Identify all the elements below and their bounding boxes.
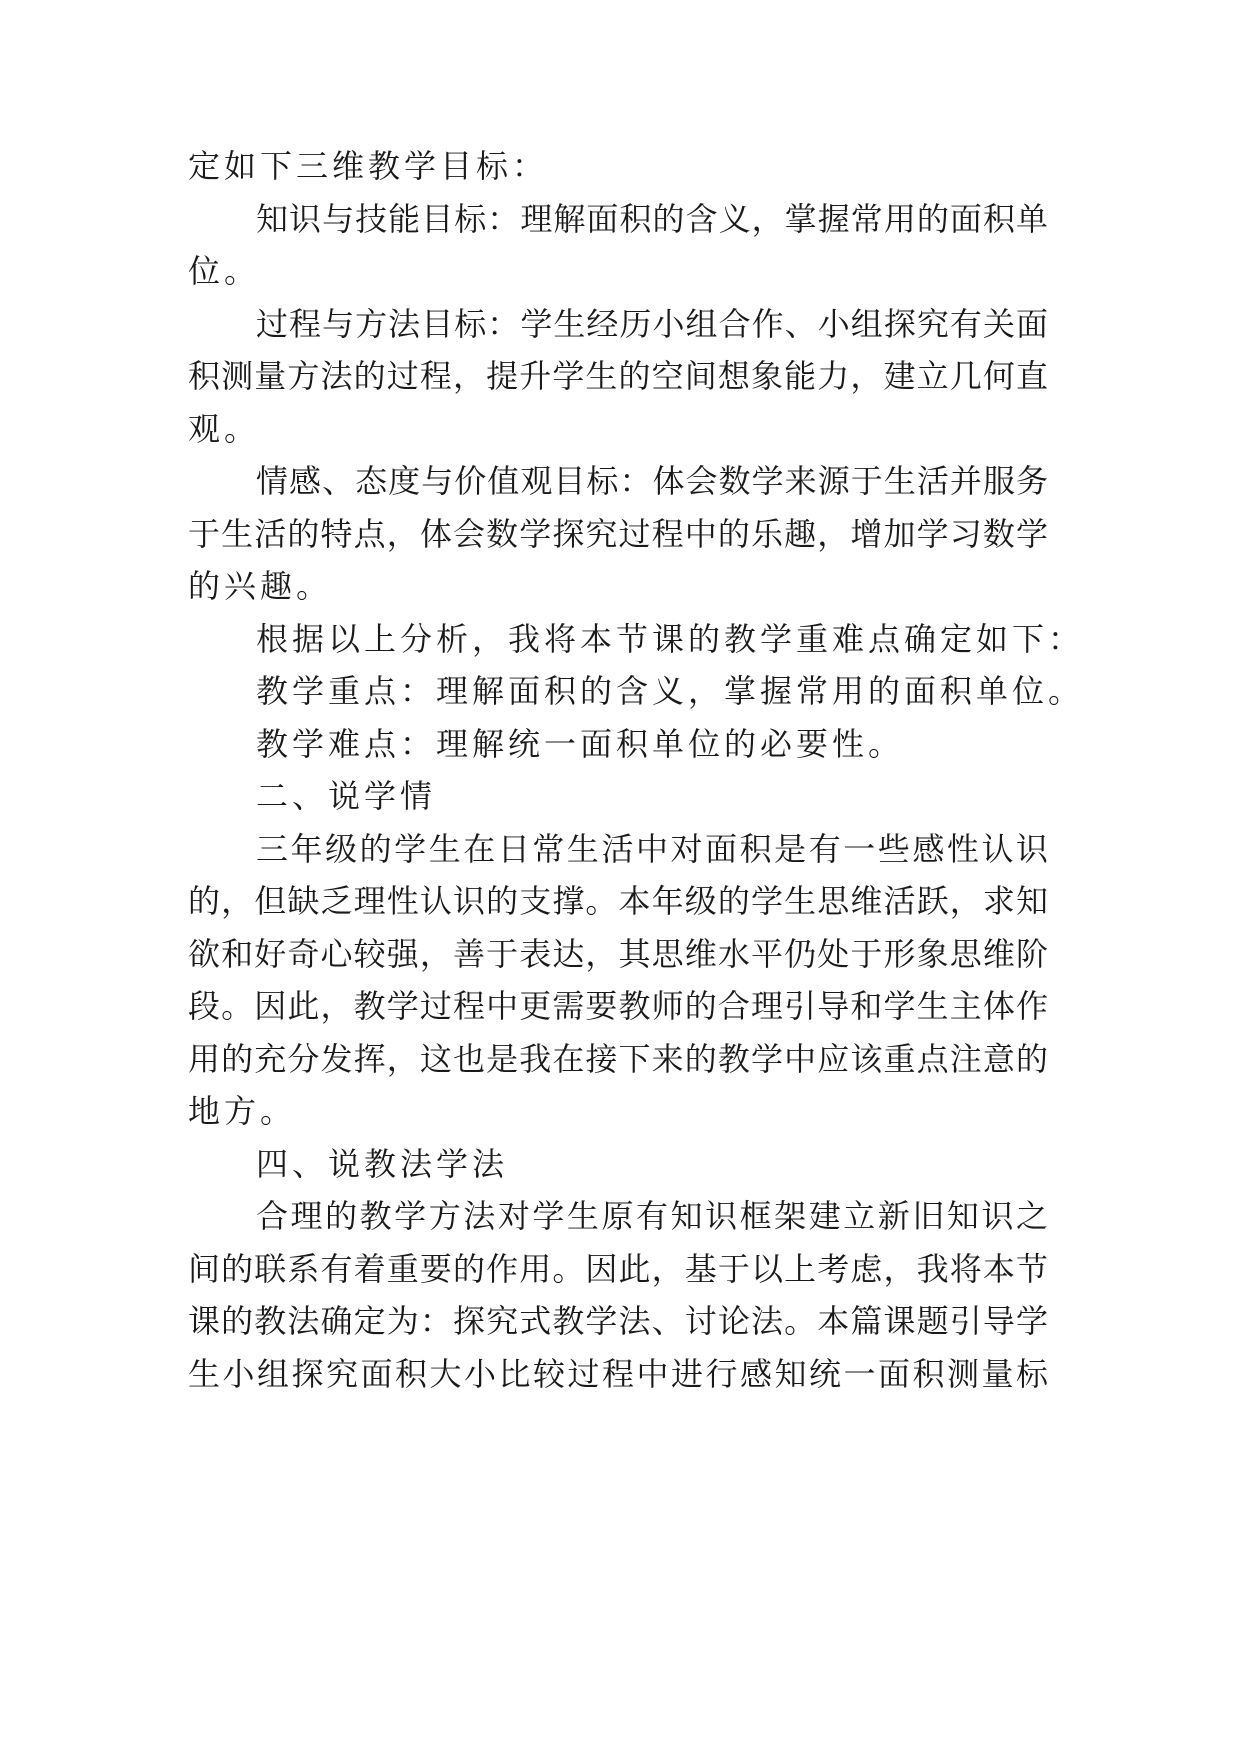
text-line-content: 间的联系有着重要的作用。因此，基于以上考虑，我将本节 bbox=[188, 1250, 1048, 1288]
text-line-content: 知识与技能目标：理解面积的含义，掌握常用的面积单 bbox=[256, 200, 1048, 238]
text-line-content: 课的教法确定为：探究式教学法、讨论法。本篇课题引导学 bbox=[188, 1302, 1048, 1340]
text-line-content: 积测量方法的过程，提升学生的空间想象能力，建立几何直 bbox=[188, 357, 1048, 395]
text-line bbox=[0, 504, 1241, 564]
section-heading-text: 二、说学情 bbox=[256, 777, 437, 815]
text-line-content: 用的充分发挥，这也是我在接下来的教学中应该重点注意的 bbox=[188, 1040, 1048, 1078]
text-line bbox=[0, 294, 1241, 354]
text-line bbox=[0, 346, 1241, 406]
text-line-content: 地方。 bbox=[188, 1092, 297, 1130]
text-line bbox=[0, 136, 1241, 196]
section-heading bbox=[0, 766, 1241, 826]
text-line bbox=[0, 976, 1241, 1036]
text-line-content: 三年级的学生在日常生活中对面积是有一些感性认识 bbox=[256, 830, 1048, 868]
text-line-content: 的兴趣。 bbox=[188, 567, 333, 605]
text-line-content: 的，但缺乏理性认识的支撑。本年级的学生思维活跃，求知 bbox=[188, 882, 1048, 920]
text-line-content: 定如下三维教学目标： bbox=[188, 147, 549, 185]
text-line bbox=[0, 871, 1241, 931]
text-line-content: 过程与方法目标：学生经历小组合作、小组探究有关面 bbox=[256, 305, 1048, 343]
text-line-content: 段。因此，教学过程中更需要教师的合理引导和学生主体作 bbox=[188, 987, 1048, 1025]
text-line bbox=[0, 609, 1241, 669]
text-line-content: 教学难点：理解统一面积单位的必要性。 bbox=[256, 725, 905, 763]
text-line bbox=[0, 1239, 1241, 1299]
section-heading bbox=[0, 1134, 1241, 1194]
text-line bbox=[0, 1291, 1241, 1351]
text-line-content: 观。 bbox=[188, 410, 261, 448]
text-line-content: 于生活的特点，体会数学探究过程中的乐趣，增加学习数学 bbox=[188, 515, 1048, 553]
text-line-content: 情感、态度与价值观目标：体会数学来源于生活并服务 bbox=[256, 462, 1048, 500]
text-line bbox=[0, 1029, 1241, 1089]
text-line bbox=[0, 451, 1241, 511]
text-line bbox=[0, 661, 1241, 721]
section-heading-text: 四、说教法学法 bbox=[256, 1145, 509, 1183]
text-line-content: 合理的教学方法对学生原有知识框架建立新旧知识之 bbox=[256, 1197, 1048, 1235]
text-line bbox=[0, 819, 1241, 879]
text-line bbox=[0, 1081, 1241, 1141]
text-line bbox=[0, 189, 1241, 249]
text-line bbox=[0, 241, 1241, 301]
text-line bbox=[0, 1186, 1241, 1246]
text-line bbox=[0, 714, 1241, 774]
text-line-content: 欲和好奇心较强，善于表达，其思维水平仍处于形象思维阶 bbox=[188, 935, 1048, 973]
text-line-content: 生小组探究面积大小比较过程中进行感知统一面积测量标 bbox=[188, 1355, 1048, 1393]
text-line-content: 位。 bbox=[188, 252, 261, 290]
text-line-content: 教学重点：理解面积的含义，掌握常用的面积单位。 bbox=[256, 672, 1085, 710]
text-line bbox=[0, 1344, 1241, 1404]
text-line bbox=[0, 399, 1241, 459]
text-line-content: 根据以上分析，我将本节课的教学重难点确定如下： bbox=[256, 620, 1085, 658]
text-line bbox=[0, 556, 1241, 616]
text-line bbox=[0, 924, 1241, 984]
